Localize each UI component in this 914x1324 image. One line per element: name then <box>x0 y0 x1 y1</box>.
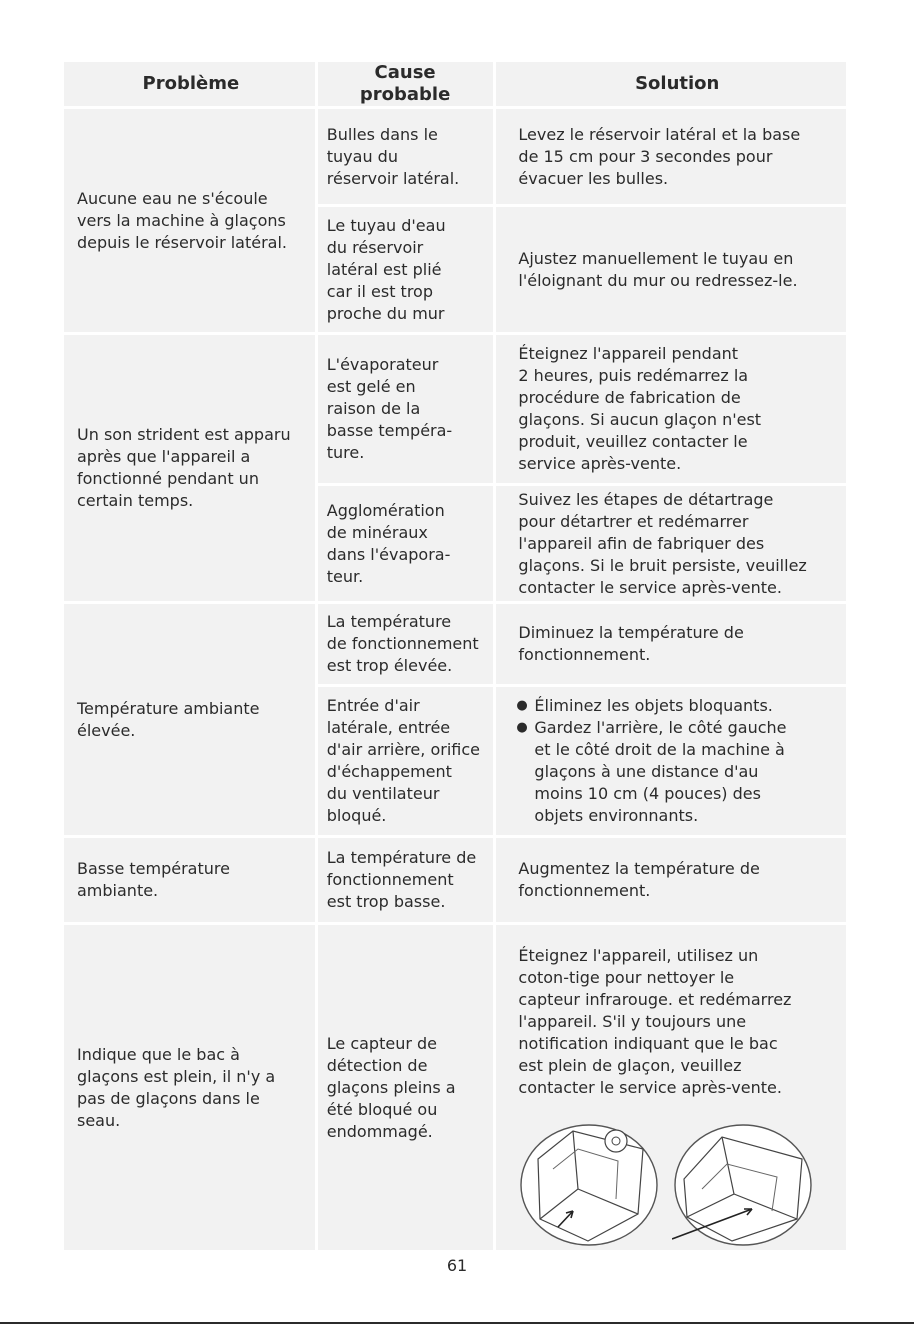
solution-cell: Suivez les étapes de détartrage pour détartrer et redémarrer l'appareil afin de fabriquer des glaçons. Si le bruit persiste, veuillez contacter le service après-vente. <box>496 486 846 601</box>
solution-bullet-list <box>518 695 836 827</box>
sensor-illustration-left <box>518 1119 660 1247</box>
cause-cell: La température de fonctionnement est trop élevée. <box>318 604 494 684</box>
troubleshooting-table <box>61 59 849 1253</box>
solution-cell <box>496 687 846 835</box>
table-row <box>64 109 846 204</box>
page-number: 61 <box>446 1256 468 1275</box>
cause-cell: La température de fonctionnement est trop basse. <box>318 838 494 922</box>
cause-cell: Bulles dans le tuyau du réservoir latéral. <box>318 109 494 204</box>
table-header-row <box>64 62 846 106</box>
problem-cell: Température ambiante élevée. <box>64 604 315 835</box>
header-solution: Solution <box>496 62 846 106</box>
header-cause: Cause probable <box>318 62 494 106</box>
solution-text: Éteignez l'appareil, utilisez un coton-tige pour nettoyer le capteur infrarouge. et redémarrez l'appareil. S'il y toujours une notification indiquant que le bac est plein de glaçon, veuillez contacter le service après-vente. <box>518 946 792 1097</box>
cause-cell: Le tuyau d'eau du réservoir latéral est plié car il est trop proche du mur <box>318 207 494 332</box>
solution-cell: Éteignez l'appareil pendant 2 heures, puis redémarrez la procédure de fabrication de glaçons. Si aucun glaçon n'est produit, veuillez contacter le service après-vente. <box>496 335 846 483</box>
table-row <box>64 604 846 684</box>
sensor-illustration-right <box>672 1119 814 1247</box>
cause-cell: Le capteur de détection de glaçons pleins a été bloqué ou endommagé. <box>318 925 494 1250</box>
solution-cell: Levez le réservoir latéral et la base de 15 cm pour 3 secondes pour évacuer les bulles. <box>496 109 846 204</box>
cause-cell: L'évaporateur est gelé en raison de la basse tempéra- ture. <box>318 335 494 483</box>
cause-cell: Entrée d'air latérale, entrée d'air arrière, orifice d'échappement du ventilateur bloqué. <box>318 687 494 835</box>
solution-cell: Ajustez manuellement le tuyau en l'éloignant du mur ou redressez-le. <box>496 207 846 332</box>
solution-cell: Diminuez la température de fonctionnement. <box>496 604 846 684</box>
solution-cell: Augmentez la température de fonctionnement. <box>496 838 846 922</box>
problem-cell: Aucune eau ne s'écoule vers la machine à glaçons depuis le réservoir latéral. <box>64 109 315 332</box>
cause-cell: Agglomération de minéraux dans l'évapora- teur. <box>318 486 494 601</box>
table-row <box>64 925 846 1250</box>
solution-cell <box>496 925 846 1250</box>
problem-cell: Un son strident est apparu après que l'appareil a fonctionné pendant un certain temps. <box>64 335 315 601</box>
sensor-illustrations <box>518 1119 836 1247</box>
bullet-item: ● Gardez l'arrière, le côté gauche et le côté droit de la machine à glaçons à une distance d'au moins 10 cm (4 pouces) des objets environnants. <box>534 717 836 827</box>
table-row <box>64 335 846 483</box>
bullet-item: ● Éliminez les objets bloquants. <box>534 695 836 717</box>
header-problem: Problème <box>64 62 315 106</box>
table-row <box>64 838 846 922</box>
problem-cell: Basse température ambiante. <box>64 838 315 922</box>
problem-cell: Indique que le bac à glaçons est plein, il n'y a pas de glaçons dans le seau. <box>64 925 315 1250</box>
